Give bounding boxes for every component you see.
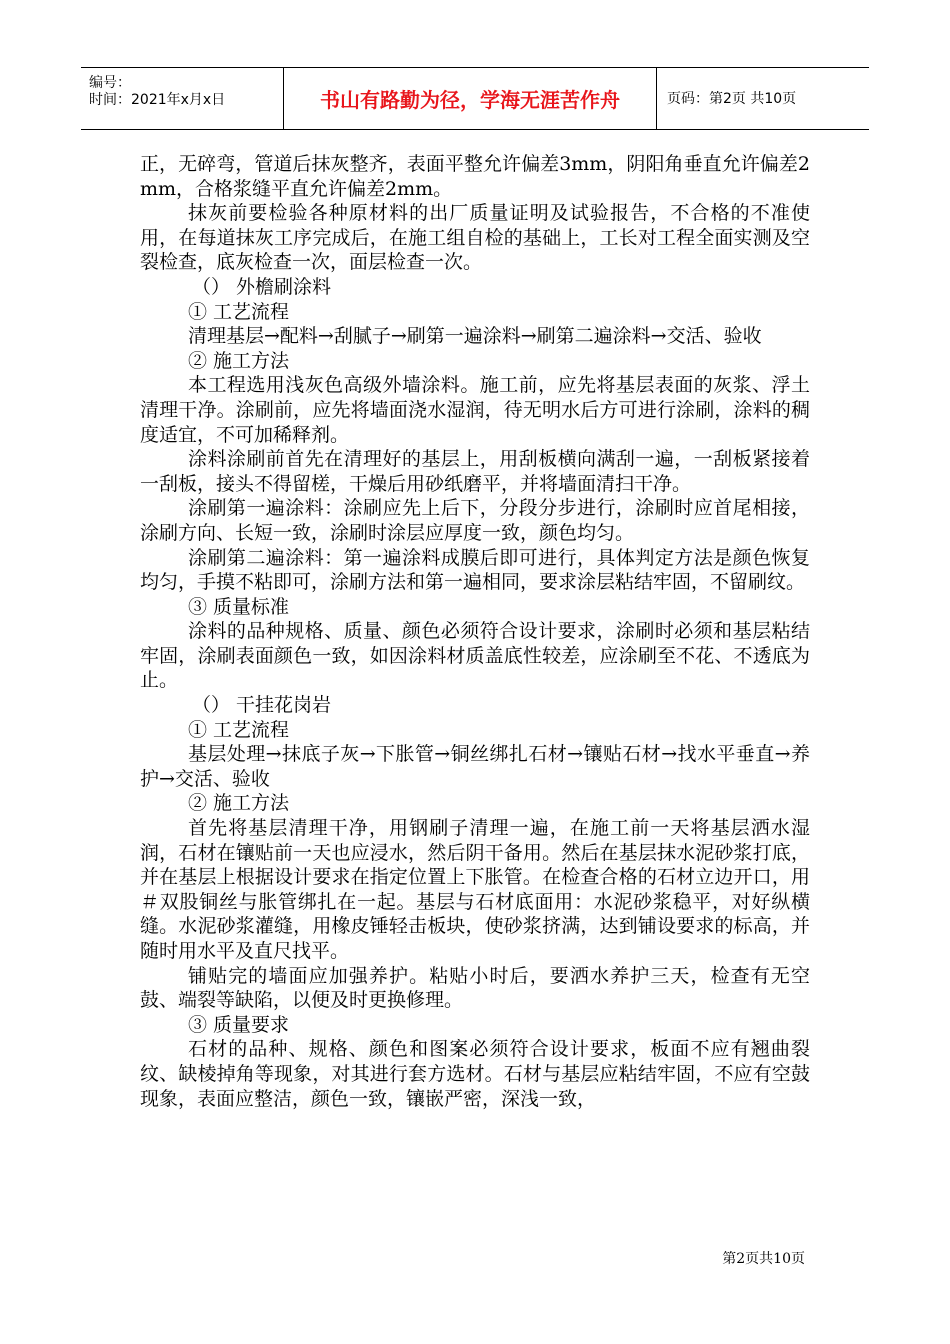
page-footer: 第2页共10页 — [722, 1251, 805, 1267]
section-heading: （） 外檐刷涂料 — [192, 275, 332, 298]
header-motto-cell — [284, 68, 657, 129]
header-meta-cell — [81, 68, 284, 129]
subsection-heading: ① 工艺流程 — [188, 300, 290, 323]
subsection-heading: ① 工艺流程 — [188, 718, 290, 741]
paragraph: 抹灰前要检验各种原材料的出厂质量证明及试验报告，不合格的不准使用，在每道抹灰工序完成后，在施工组自检的基础上，工长对工程全面实测及空裂检查，底灰检查一次，面层检查一次。 — [140, 202, 810, 274]
paragraph: 基层处理→抹底子灰→下胀管→铜丝绑扎石材→镶贴石材→找水平垂直→养护→交活、验收 — [140, 743, 810, 790]
subsection-heading: ② 施工方法 — [188, 349, 290, 372]
section-heading: （） 干挂花岗岩 — [192, 694, 332, 717]
paragraph: 涂刷第二遍涂料：第一遍涂料成膜后即可进行，具体判定方法是颜色恢复均匀，手摸不粘即可，涂刷方法和第一遍相同，要求涂层粘结牢固，不留刷纹。 — [140, 546, 810, 594]
paragraph: 本工程选用浅灰色高级外墙涂料。施工前，应先将基层表面的灰浆、浮土清理干净。涂刷前，应先将墙面浇水湿润，待无明水后方可进行涂刷，涂料的稠度适宜，不可加稀释剂。 — [140, 374, 810, 446]
subsection-heading: ③ 质量要求 — [188, 1013, 290, 1036]
page-header — [81, 67, 869, 130]
date-label: 时间：2021年x月x日 — [89, 92, 226, 108]
document-body — [140, 152, 810, 1111]
header-page-cell — [657, 68, 869, 129]
motto-text: 书山有路勤为径，学海无涯苦作舟 — [320, 88, 620, 112]
paragraph: 涂料涂刷前首先在清理好的基层上，用刮板横向满刮一遍，一刮板紧接着一刮板，接头不得留槎，干燥后用砂纸磨平，并将墙面清扫干净。 — [140, 448, 810, 495]
subsection-heading: ③ 质量标准 — [188, 595, 290, 618]
paragraph: 首先将基层清理干净，用钢刷子清理一遍，在施工前一天将基层洒水湿润，石材在镶贴前一天也应浸水，然后阴干备用。然后在基层抹水泥砂浆打底，并在基层上根据设计要求在指定位置上下胀管。在检查合格的石材立边开口，用＃双股铜丝与胀管绑扎在一起。基层与石材底面用：水泥砂浆稳平，对好纵横缝。水泥砂浆灌缝，用橡皮锤轻击板块，使砂浆挤满，达到铺设要求的标高，并随时用水平及直尺找平。 — [140, 817, 810, 962]
paragraph: 清理基层→配料→刮腻子→刷第一遍涂料→刷第二遍涂料→交活、验收 — [188, 325, 762, 348]
serial-number-label: 编号： — [89, 75, 131, 91]
paragraph: 涂料的品种规格、质量、颜色必须符合设计要求，涂刷时必须和基层粘结牢固，涂刷表面颜色一致，如因涂料材质盖底性较差，应涂刷至不花、不透底为止。 — [140, 620, 810, 692]
subsection-heading: ② 施工方法 — [188, 792, 290, 815]
paragraph: 铺贴完的墙面应加强养护。粘贴小时后，要洒水养护三天，检查有无空鼓、端裂等缺陷，以便及时更换修理。 — [140, 964, 810, 1012]
paragraph: 正，无碎弯，管道后抹灰整齐，表面平整允许偏差3mm，阴阳角垂直允许偏差2mm，合格浆缝平直允许偏差2mm。 — [140, 153, 810, 200]
paragraph: 涂刷第一遍涂料：涂刷应先上后下，分段分步进行，涂刷时应首尾相接，涂刷方向、长短一致，涂刷时涂层应厚度一致，颜色均匀。 — [140, 497, 810, 544]
page-number-label: 页码：第2页 共10页 — [667, 91, 797, 107]
paragraph: 石材的品种、规格、颜色和图案必须符合设计要求，板面不应有翘曲裂纹、缺棱掉角等现象，对其进行套方选材。石材与基层应粘结牢固，不应有空鼓现象，表面应整洁，颜色一致，镶嵌严密，深浅一致， — [140, 1038, 810, 1110]
